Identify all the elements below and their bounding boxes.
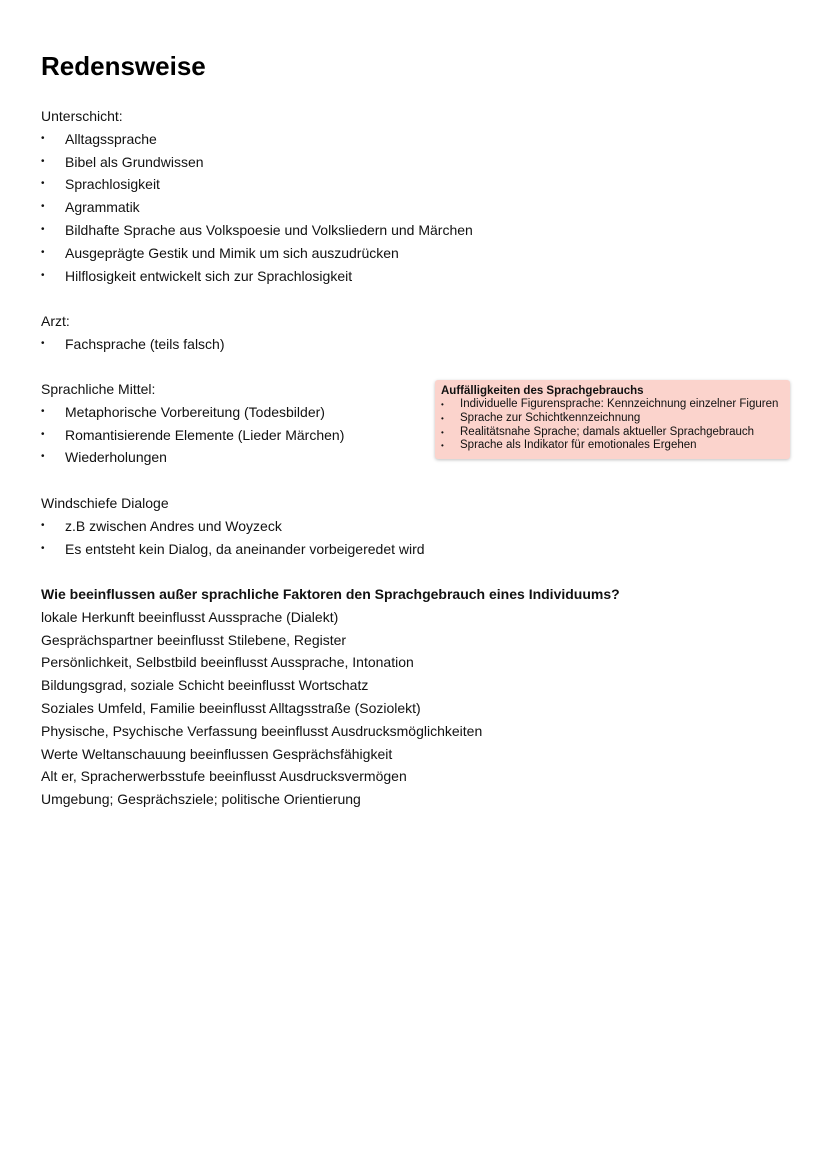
- list-item: • Agrammatik: [41, 196, 601, 219]
- section-faktoren: [41, 583, 741, 811]
- note-list: [441, 398, 784, 453]
- bullet-icon: •: [41, 519, 45, 531]
- note-list-item: • Realitätsnahe Sprache; damals aktueller Sprachgebrauch: [441, 425, 755, 438]
- bullet-icon: •: [41, 178, 45, 190]
- bullet-icon: •: [441, 427, 444, 437]
- page-title: Redensweise: [41, 51, 206, 81]
- bullet-icon: •: [41, 132, 45, 144]
- list-item: • z.B zwischen Andres und Woyzeck: [41, 515, 601, 538]
- note-title: Auffälligkeiten des Sprachgebrauchs: [441, 385, 644, 397]
- bullet-list-arzt: [41, 333, 601, 356]
- factor-line: Alt er, Spracherwerbsstufe beeinflusst Ausdrucksvermögen: [41, 768, 407, 785]
- list-item: • Romantisierende Elemente (Lieder Märchen): [41, 424, 421, 447]
- note-box-sprachgebrauch: [435, 380, 790, 459]
- section-label-arzt: Arzt:: [41, 313, 70, 329]
- bullet-icon: •: [41, 269, 45, 281]
- note-list-item: • Sprache zur Schichtkennzeichnung: [441, 411, 641, 424]
- factor-line: Soziales Umfeld, Familie beeinflusst Alltagsstraße (Soziolekt): [41, 699, 421, 716]
- factor-line: Physische, Psychische Verfassung beeinflusst Ausdrucksmöglichkeiten: [41, 722, 483, 739]
- list-item: • Wiederholungen: [41, 446, 421, 469]
- note-list-item: • Individuelle Figurensprache: Kennzeichnung einzelner Figuren: [441, 398, 779, 410]
- bullet-list-mittel: [41, 401, 421, 469]
- note-list-item: • Sprache als Indikator für emotionales Ergehen: [441, 439, 697, 452]
- bullet-list-unterschicht: [41, 128, 601, 288]
- list-item: • Sprachlosigkeit: [41, 173, 601, 196]
- bullet-icon: •: [41, 405, 45, 417]
- list-item: • Fachsprache (teils falsch): [41, 333, 601, 356]
- factor-line: Bildungsgrad, soziale Schicht beeinflusst Wortschatz: [41, 677, 369, 694]
- section-label-unterschicht: Unterschicht:: [41, 108, 123, 124]
- list-item: • Bibel als Grundwissen: [41, 151, 601, 174]
- factor-line: Persönlichkeit, Selbstbild beeinflusst Aussprache, Intonation: [41, 654, 414, 671]
- section-windschiefe-dialoge: [41, 492, 601, 560]
- section-unterschicht: [41, 105, 601, 287]
- bullet-icon: •: [41, 223, 45, 235]
- list-item: • Es entsteht kein Dialog, da aneinander vorbeigeredet wird: [41, 538, 601, 561]
- section-sprachliche-mittel: [41, 378, 421, 469]
- list-item: • Alltagssprache: [41, 128, 601, 151]
- bullet-icon: •: [41, 201, 45, 213]
- section-arzt: [41, 310, 601, 356]
- list-item: • Ausgeprägte Gestik und Mimik um sich auszudrücken: [41, 242, 601, 265]
- bullet-icon: •: [41, 337, 45, 349]
- bullet-icon: •: [441, 413, 444, 423]
- bullet-list-dialoge: [41, 515, 601, 561]
- bullet-icon: •: [41, 428, 45, 440]
- bullet-icon: •: [441, 400, 444, 409]
- list-item: • Metaphorische Vorbereitung (Todesbilder): [41, 401, 421, 424]
- question-heading: Wie beeinflussen außer sprachliche Faktoren den Sprachgebrauch eines Individuums?: [41, 586, 620, 602]
- bullet-icon: •: [41, 451, 45, 463]
- list-item: • Bildhafte Sprache aus Volkspoesie und Volksliedern und Märchen: [41, 219, 601, 242]
- list-item: • Hilflosigkeit entwickelt sich zur Sprachlosigkeit: [41, 265, 601, 288]
- factor-line: lokale Herkunft beeinflusst Aussprache (Dialekt): [41, 608, 339, 625]
- section-label-mittel: Sprachliche Mittel:: [41, 381, 156, 397]
- factor-line: Werte Weltanschauung beeinflussen Gesprächsfähigkeit: [41, 745, 393, 762]
- bullet-icon: •: [41, 155, 45, 167]
- bullet-icon: •: [441, 441, 444, 451]
- factor-line: Umgebung; Gesprächsziele; politische Orientierung: [41, 791, 361, 808]
- factor-line: Gesprächspartner beeinflusst Stilebene, Register: [41, 631, 347, 648]
- bullet-icon: •: [41, 246, 45, 258]
- section-label-dialoge: Windschiefe Dialoge: [41, 495, 169, 511]
- bullet-icon: •: [41, 542, 45, 554]
